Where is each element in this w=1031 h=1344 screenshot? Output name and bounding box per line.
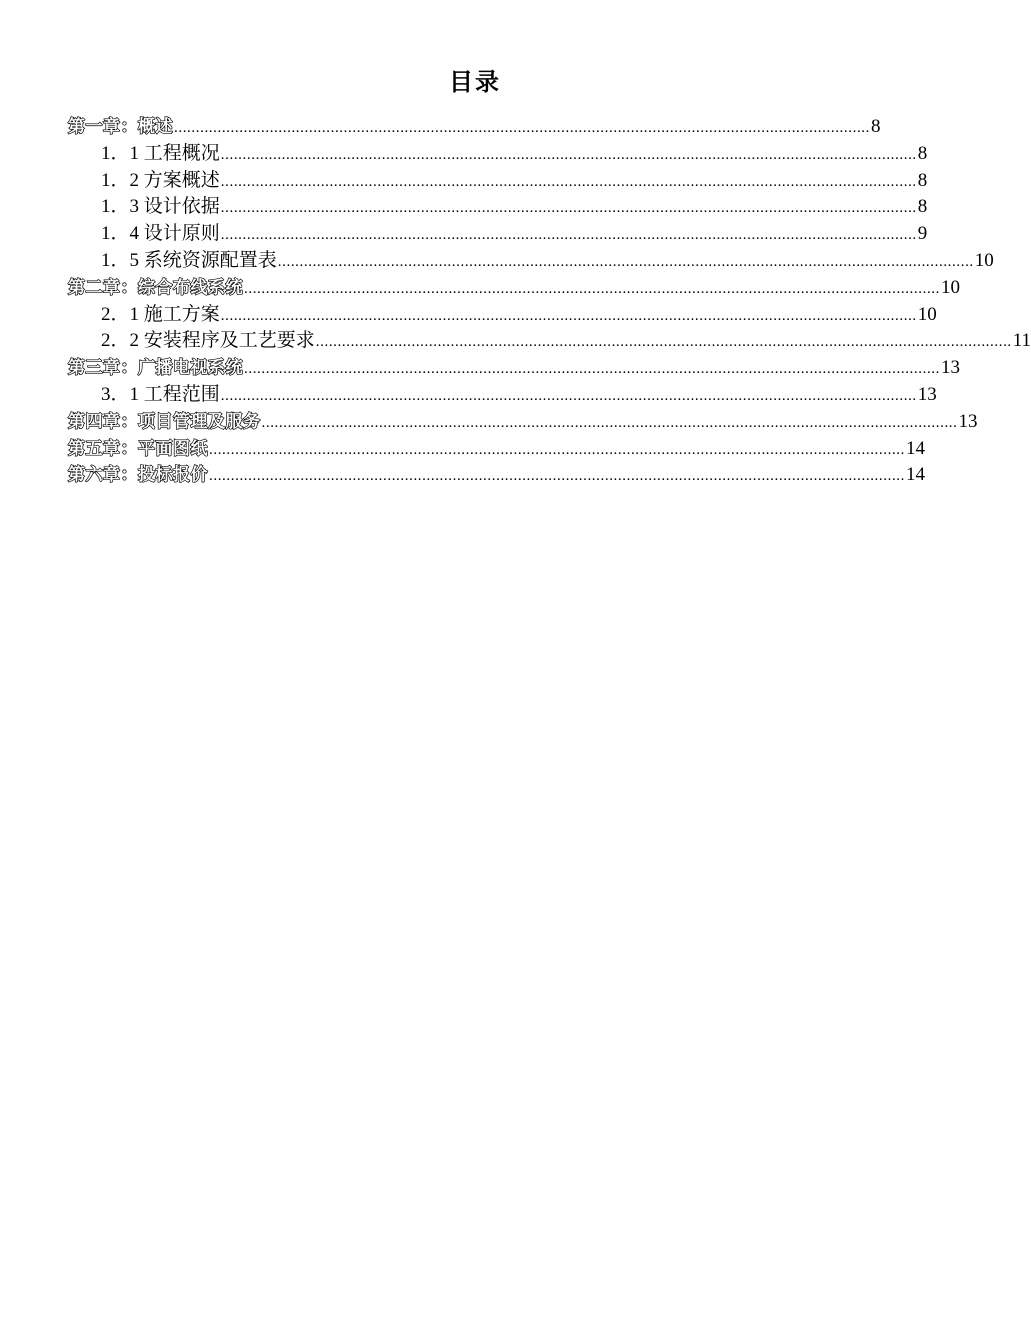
dot-leader: ................................................................................................................................................................ (220, 227, 917, 244)
toc-entry-label: 第四章：项目管理及服务 (68, 411, 261, 432)
toc-entry-label: 2．2 安装程序及工艺要求 (101, 330, 315, 352)
toc-entry-label: 1．5 系统资源配置表 (101, 249, 277, 271)
toc-entry-page: 10 (917, 303, 937, 325)
toc-entry-label: 第三章：广播电视系统 (68, 358, 243, 379)
toc-entry-page: 13 (941, 357, 960, 379)
toc-entry-section-1-3[interactable] (68, 194, 928, 221)
toc-entry-chapter-1[interactable] (68, 114, 881, 141)
toc-entry-section-1-2[interactable] (68, 168, 928, 195)
toc-entry-chapter-4[interactable] (68, 409, 978, 436)
toc-entry-page: 8 (917, 169, 928, 191)
toc-entry-label: 第二章：综合布线系统 (68, 277, 243, 298)
dot-leader: ................................................................................................................................................................ (220, 307, 917, 324)
toc-entry-section-2-2[interactable] (68, 328, 1031, 355)
toc-entry-page: 8 (917, 142, 928, 164)
toc-entry-label: 1．1 工程概况 (101, 142, 220, 164)
dot-leader: ................................................................................................................................................................ (277, 253, 974, 270)
dot-leader: ................................................................................................................................................................ (220, 387, 917, 404)
dot-leader: ................................................................................................................................................................ (261, 414, 958, 431)
toc-entry-page: 8 (917, 196, 928, 218)
toc-entry-section-1-4[interactable] (68, 221, 928, 248)
toc-entry-page: 9 (917, 223, 928, 245)
toc-entry-page: 14 (906, 464, 925, 486)
toc-entry-label: 1．2 方案概述 (101, 169, 220, 191)
toc-entry-chapter-3[interactable] (68, 355, 960, 382)
toc-entry-label: 2．1 施工方案 (101, 303, 220, 325)
dot-leader: ................................................................................................................................................................ (220, 173, 917, 190)
toc-entry-label: 第五章：平面图纸 (68, 438, 208, 459)
dot-leader: ................................................................................................................................................................ (174, 120, 870, 136)
toc-entry-label: 1．4 设计原则 (101, 223, 220, 245)
toc-entry-section-1-1[interactable] (68, 141, 928, 168)
dot-leader: ................................................................................................................................................................ (315, 334, 1012, 351)
dot-leader: ................................................................................................................................................................ (244, 280, 940, 297)
toc-entry-label: 3．1 工程范围 (101, 383, 220, 405)
toc-entry-page: 13 (917, 383, 937, 405)
toc-entry-page: 10 (974, 249, 994, 271)
dot-leader: ................................................................................................................................................................ (220, 146, 917, 163)
toc-entry-label: 1．3 设计依据 (101, 196, 220, 218)
dot-leader: ................................................................................................................................................................ (244, 361, 940, 378)
toc-entry-section-1-5[interactable] (68, 248, 994, 275)
toc-entry-section-2-1[interactable] (68, 302, 937, 329)
toc-entry-page: 14 (906, 437, 925, 459)
toc-entry-label: 第六章：投标报价 (68, 465, 208, 486)
toc-entry-chapter-5[interactable] (68, 436, 925, 463)
toc-entry-page: 13 (958, 410, 978, 432)
toc-title: 目录 (449, 68, 501, 96)
dot-leader: ................................................................................................................................................................ (209, 441, 905, 458)
toc-entry-page: 10 (941, 276, 960, 298)
toc-entry-label: 第一章：概述 (68, 117, 173, 137)
toc-entry-section-3-1[interactable] (68, 382, 937, 409)
toc-entry-page: 11 (1012, 330, 1031, 352)
toc-entry-chapter-2[interactable] (68, 275, 960, 302)
dot-leader: ................................................................................................................................................................ (209, 468, 905, 485)
table-of-contents (68, 114, 1031, 489)
dot-leader: ................................................................................................................................................................ (220, 200, 917, 217)
toc-entry-page: 8 (871, 116, 881, 137)
toc-entry-chapter-6[interactable] (68, 462, 925, 489)
